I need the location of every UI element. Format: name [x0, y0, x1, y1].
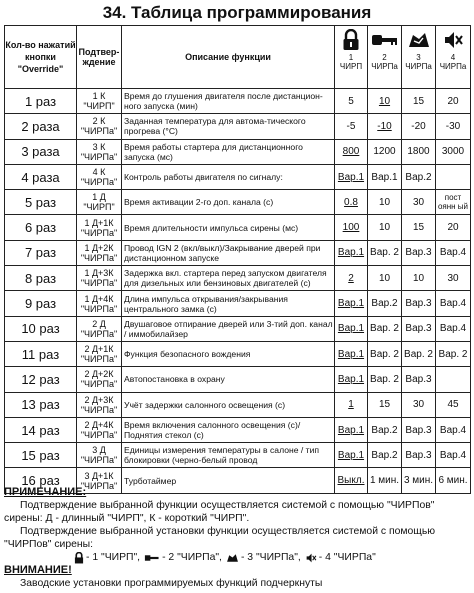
- setting-value: 800: [342, 146, 360, 158]
- setting-value-cell-1: [335, 89, 368, 114]
- function-description-cell: Единицы измерения температуры в салоне / тип блокировки (черно-белый провод: [122, 443, 335, 468]
- legend-label-1: - 1 "ЧИРП",: [86, 552, 141, 563]
- description-header: Описание функции: [122, 26, 335, 89]
- setting-value: 15: [378, 399, 391, 411]
- confirmation-cell: 3 Д+1К "ЧИРПа": [77, 468, 122, 493]
- setting-value: Вар.3: [405, 298, 432, 310]
- note-text-2: Подтверждение выбранной установки функции осуществляется системой с помощью "ЧИРПов" сирены:: [4, 526, 436, 550]
- press-count-cell: 10 раз: [5, 316, 77, 341]
- setting-value: 3000: [441, 146, 465, 158]
- legend-item-door: [226, 551, 301, 564]
- setting-value: Выкл.: [337, 475, 365, 487]
- setting-value-cell-2: [368, 266, 402, 291]
- confirmation-cell: 3 Д "ЧИРПа": [77, 443, 122, 468]
- setting-value: Вар.1: [337, 171, 365, 183]
- setting-value: Вар.3: [405, 424, 432, 436]
- setting-value: Вар.1: [337, 424, 365, 436]
- setting-value-cell-1: [335, 164, 368, 189]
- table-row: [5, 89, 471, 114]
- setting-value: Вар.2: [371, 424, 398, 436]
- setting-value: 10: [378, 196, 391, 208]
- door-column-header: [402, 26, 436, 89]
- setting-value: Вар.1: [337, 348, 365, 360]
- setting-value: 10: [378, 95, 391, 107]
- press-count-cell: 16 раз: [5, 468, 77, 493]
- notes-section: [4, 486, 470, 590]
- table-row: [5, 417, 471, 442]
- setting-value-cell-3: [402, 316, 436, 341]
- function-description-cell: Учёт задержки салонного освещения (с): [122, 392, 335, 417]
- setting-value-cell-2: [368, 89, 402, 114]
- setting-value-cell-3: [402, 139, 436, 164]
- car-door-icon: [226, 552, 239, 564]
- setting-value-cell-4: [436, 316, 471, 341]
- setting-value: Вар. 2: [370, 247, 399, 259]
- legend-item-lock: [74, 551, 140, 564]
- setting-value: Вар.2: [371, 449, 398, 461]
- setting-value: 2: [348, 272, 354, 284]
- setting-value: Вар.4: [439, 323, 467, 335]
- setting-value: Вар.1: [371, 171, 398, 183]
- setting-value-cell-2: [368, 443, 402, 468]
- setting-value: пост оянн ый: [437, 193, 469, 212]
- table-row: [5, 392, 471, 417]
- legend-item-siren: [305, 551, 376, 564]
- setting-value: Вар.4: [439, 247, 467, 259]
- warning-heading: ВНИМАНИЕ!: [4, 564, 72, 576]
- confirmation-cell: 3 К "ЧИРПа": [77, 139, 122, 164]
- legend-label-4: - 4 "ЧИРПа": [318, 552, 376, 563]
- setting-value-cell-2: [368, 392, 402, 417]
- setting-value: 1200: [373, 146, 396, 158]
- setting-value: 10: [378, 222, 391, 234]
- setting-value: Вар.4: [439, 298, 467, 310]
- setting-value: Вар.4: [439, 449, 467, 461]
- confirmation-cell: 2 Д+3К "ЧИРПа": [77, 392, 122, 417]
- setting-value-cell-3: [402, 190, 436, 215]
- setting-value-cell-1: [335, 367, 368, 392]
- press-count-cell: 6 раз: [5, 215, 77, 240]
- press-count-cell: 3 раза: [5, 139, 77, 164]
- siren-column-header: [436, 26, 471, 89]
- page-title: 34. Таблица программирования: [102, 3, 372, 22]
- setting-value: 15: [412, 222, 425, 234]
- car-door-icon: [407, 29, 431, 51]
- note-text-1: Подтверждение выбранной функции осуществляется системой с помощью "ЧИРПов" сирены: Д - длинный "ЧИРП", К - короткий "ЧИРП".: [4, 500, 435, 524]
- press-count-cell: 14 раз: [5, 417, 77, 442]
- setting-value-cell-4: [436, 417, 471, 442]
- setting-value-cell-3: [402, 291, 436, 316]
- function-description-cell: Функция безопасного вождения: [122, 341, 335, 366]
- setting-value: 10: [412, 272, 425, 284]
- setting-value: Вар.1: [337, 323, 365, 335]
- function-description-cell: Время до глушения двигателя после дистанцион-ного запуска (мин): [122, 89, 335, 114]
- press-count-cell: 11 раз: [5, 341, 77, 366]
- setting-value: 1800: [407, 146, 430, 158]
- setting-value-cell-4: [436, 367, 471, 392]
- setting-value-cell-2: [368, 215, 402, 240]
- setting-value: 30: [447, 272, 459, 284]
- press-count-cell: 8 раз: [5, 266, 77, 291]
- key-column-header: [368, 26, 402, 89]
- table-row: [5, 164, 471, 189]
- press-count-cell: 4 раза: [5, 164, 77, 189]
- press-count-cell: 15 раз: [5, 443, 77, 468]
- setting-value-cell-4: [436, 266, 471, 291]
- setting-value-cell-4: [436, 443, 471, 468]
- confirmation-cell: 4 К "ЧИРПа": [77, 164, 122, 189]
- confirmation-cell: 2 Д+2К "ЧИРПа": [77, 367, 122, 392]
- table-row: [5, 190, 471, 215]
- setting-value: 6 мин.: [438, 475, 468, 487]
- key-icon: [144, 552, 160, 564]
- note-heading: ПРИМЕЧАНИЕ:: [4, 486, 87, 498]
- setting-value-cell-2: [368, 316, 402, 341]
- function-description-cell: Время активации 2-го доп. канала (с): [122, 190, 335, 215]
- siren-col-number: 4: [450, 53, 456, 62]
- function-description-cell: Длина импульса открывания/закрывания центрального замка (с): [122, 291, 335, 316]
- setting-value: 1: [348, 399, 354, 411]
- setting-value-cell-3: [402, 215, 436, 240]
- setting-value-cell-1: [335, 240, 368, 265]
- lock-column-header: [335, 26, 368, 89]
- table-row: [5, 240, 471, 265]
- setting-value: 3 мин.: [403, 475, 434, 487]
- press-count-cell: 2 раза: [5, 114, 77, 139]
- legend-label-2: - 2 "ЧИРПа",: [162, 552, 222, 563]
- confirmation-cell: 2 К "ЧИРПа": [77, 114, 122, 139]
- setting-value: Вар.1: [337, 298, 365, 310]
- siren-muted-icon: [305, 552, 317, 564]
- programming-table: [4, 25, 471, 494]
- setting-value-cell-1: [335, 266, 368, 291]
- setting-value-cell-1: [335, 291, 368, 316]
- setting-value: 15: [412, 95, 425, 107]
- setting-value-cell-2: [368, 139, 402, 164]
- lock-icon: [74, 552, 84, 564]
- key-icon: [371, 29, 399, 51]
- setting-value-cell-2: [368, 240, 402, 265]
- setting-value: 20: [447, 95, 459, 107]
- key-col-number: 2: [382, 53, 387, 62]
- table-row: [5, 114, 471, 139]
- lock-col-label: ЧИРП: [339, 62, 363, 71]
- function-description-cell: Провод IGN 2 (вкл/выкл)/Закрывание дверей при дистанционном запуске: [122, 240, 335, 265]
- setting-value: Вар.3: [405, 449, 432, 461]
- table-row: [5, 367, 471, 392]
- setting-value-cell-4: [436, 190, 471, 215]
- setting-value: Вар.3: [405, 247, 432, 259]
- setting-value-cell-1: [335, 215, 368, 240]
- confirmation-cell: 1 Д+4К "ЧИРПа": [77, 291, 122, 316]
- setting-value-cell-2: [368, 190, 402, 215]
- setting-value: 30: [412, 399, 425, 411]
- setting-value: Вар.1: [337, 449, 365, 461]
- setting-value-cell-3: [402, 240, 436, 265]
- table-row: [5, 266, 471, 291]
- siren-muted-icon: [442, 29, 464, 51]
- setting-value: -20: [411, 120, 426, 132]
- setting-value-cell-2: [368, 367, 402, 392]
- setting-value-cell-4: [436, 164, 471, 189]
- function-description-cell: Заданная температура для автома-тического прогрева (°С): [122, 114, 335, 139]
- table-row: [5, 443, 471, 468]
- legend-item-key: [144, 551, 222, 564]
- setting-value: 45: [447, 399, 459, 411]
- function-description-cell: Турботаймер: [122, 468, 335, 493]
- legend-label-3: - 3 "ЧИРПа",: [240, 552, 301, 563]
- warning-text: Заводские установки программируемых функций подчеркнуты: [20, 578, 323, 589]
- setting-value: 10: [378, 272, 391, 284]
- setting-value: 1 мин.: [369, 475, 400, 487]
- setting-value-cell-1: [335, 114, 368, 139]
- setting-value-cell-4: [436, 240, 471, 265]
- setting-value: 20: [447, 222, 459, 234]
- confirmation-cell: 2 Д+1К "ЧИРПа": [77, 341, 122, 366]
- function-description-cell: Контроль работы двигателя по сигналу:: [122, 164, 335, 189]
- setting-value: 30: [412, 196, 425, 208]
- setting-value: 0.8: [344, 196, 358, 208]
- setting-value: Вар.1: [337, 247, 365, 259]
- table-body: [5, 89, 471, 494]
- setting-value: Вар. 2: [370, 323, 399, 335]
- table-header: [5, 26, 471, 89]
- door-col-label: ЧИРПа: [405, 62, 432, 71]
- setting-value: Вар.2: [371, 298, 398, 310]
- lock-col-number: 1: [348, 53, 354, 62]
- setting-value: 100: [342, 222, 360, 234]
- setting-value: Вар.3: [405, 373, 432, 385]
- setting-value-cell-2: [368, 114, 402, 139]
- setting-value-cell-1: [335, 341, 368, 366]
- press-count-cell: 13 раз: [5, 392, 77, 417]
- press-count-cell: 1 раз: [5, 89, 77, 114]
- setting-value: 5: [348, 95, 354, 107]
- confirmation-cell: 1 Д+3К "ЧИРПа": [77, 266, 122, 291]
- press-count-cell: 9 раз: [5, 291, 77, 316]
- chirp-legend: [4, 551, 470, 564]
- confirmation-cell: 1 Д "ЧИРП": [77, 190, 122, 215]
- setting-value: Вар. 2: [438, 348, 468, 360]
- function-description-cell: Время длительности импульса сирены (мс): [122, 215, 335, 240]
- function-description-cell: Задержка вкл. стартера перед запуском двигателя для дизельных или бензиновых двигателей (с): [122, 266, 335, 291]
- press-count-cell: 7 раз: [5, 240, 77, 265]
- setting-value-cell-3: [402, 443, 436, 468]
- setting-value-cell-2: [368, 341, 402, 366]
- lock-icon: [342, 29, 360, 51]
- setting-value: Вар.1: [337, 373, 365, 385]
- setting-value-cell-3: [402, 89, 436, 114]
- setting-value-cell-3: [402, 266, 436, 291]
- setting-value: Вар. 2: [370, 348, 399, 360]
- setting-value-cell-2: [368, 164, 402, 189]
- table-row: [5, 291, 471, 316]
- confirmation-cell: 2 Д+4К "ЧИРПа": [77, 417, 122, 442]
- confirmation-cell: 2 Д "ЧИРПа": [77, 316, 122, 341]
- setting-value-cell-4: [436, 89, 471, 114]
- setting-value-cell-3: [402, 417, 436, 442]
- key-col-label: ЧИРПа: [371, 62, 398, 71]
- setting-value: -10: [377, 120, 392, 132]
- confirm-header: Подтвер-ждение: [77, 26, 122, 89]
- confirmation-cell: 1 К "ЧИРП": [77, 89, 122, 114]
- setting-value-cell-4: [436, 291, 471, 316]
- table-row: [5, 215, 471, 240]
- setting-value: -30: [445, 120, 461, 132]
- setting-value-cell-1: [335, 443, 368, 468]
- setting-value: Вар.3: [405, 323, 432, 335]
- setting-value: Вар.4: [439, 424, 467, 436]
- setting-value-cell-3: [402, 114, 436, 139]
- table-row: [5, 316, 471, 341]
- setting-value-cell-4: [436, 341, 471, 366]
- setting-value: Вар. 2: [404, 348, 433, 360]
- setting-value-cell-3: [402, 367, 436, 392]
- press-count-cell: 12 раз: [5, 367, 77, 392]
- setting-value: Вар.2: [405, 171, 432, 183]
- setting-value-cell-2: [368, 417, 402, 442]
- setting-value-cell-1: [335, 139, 368, 164]
- function-description-cell: Автопостановка в охрану: [122, 367, 335, 392]
- confirmation-cell: 1 Д+2К "ЧИРПа": [77, 240, 122, 265]
- setting-value-cell-4: [436, 114, 471, 139]
- setting-value: -5: [346, 120, 356, 132]
- count-header: Кол-во нажатий кнопки "Override": [5, 26, 77, 89]
- setting-value-cell-1: [335, 392, 368, 417]
- door-col-number: 3: [416, 53, 421, 62]
- setting-value-cell-3: [402, 341, 436, 366]
- setting-value-cell-4: [436, 392, 471, 417]
- setting-value-cell-3: [402, 392, 436, 417]
- setting-value-cell-1: [335, 316, 368, 341]
- setting-value-cell-4: [436, 215, 471, 240]
- press-count-cell: 5 раз: [5, 190, 77, 215]
- setting-value: Вар. 2: [370, 373, 399, 385]
- setting-value-cell-3: [402, 164, 436, 189]
- function-description-cell: Время работы стартера для дистанционного запуска (мс): [122, 139, 335, 164]
- function-description-cell: Двушаговое отпирание дверей или 3-тий доп. канал / иммобилайзер: [122, 316, 335, 341]
- table-row: [5, 139, 471, 164]
- function-description-cell: Время включения салонного освещения (с)/ Поднятия стекол (с): [122, 417, 335, 442]
- setting-value-cell-1: [335, 417, 368, 442]
- siren-col-label: ЧИРПа: [439, 62, 467, 71]
- confirmation-cell: 1 Д+1К "ЧИРПа": [77, 215, 122, 240]
- setting-value-cell-1: [335, 190, 368, 215]
- table-row: [5, 341, 471, 366]
- setting-value-cell-2: [368, 291, 402, 316]
- setting-value-cell-4: [436, 139, 471, 164]
